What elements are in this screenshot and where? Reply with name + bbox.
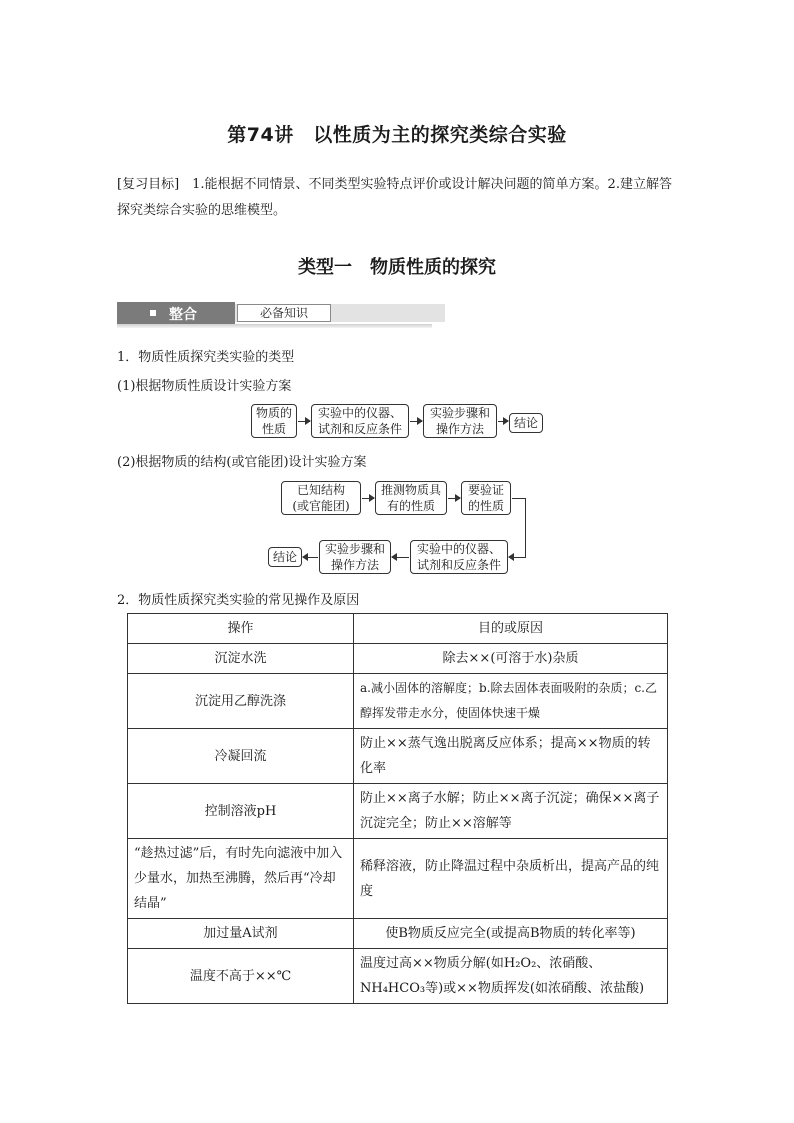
flow2-node-4: 实验中的仪器、 试剂和反应条件 (410, 540, 508, 574)
table-cell-operation: 冷凝回流 (128, 729, 354, 784)
flow2-node-2: 推测物质具 有的性质 (375, 481, 447, 515)
table-cell-operation: 温度不高于××℃ (128, 949, 354, 1004)
flow2-connector-vertical (525, 498, 526, 558)
flow2-arrow-2 (448, 498, 460, 499)
table-cell-reason: 除去××(可溶于水)杂质 (354, 644, 668, 674)
flow2-arrow-3 (509, 557, 526, 558)
operations-table (127, 613, 668, 1004)
flow1-node-4: 结论 (509, 413, 543, 433)
flow2-arrow-1 (362, 498, 374, 499)
flow2-node-3: 要验证 的性质 (461, 481, 511, 515)
flow1-arrow-1 (298, 421, 310, 422)
section-banner (117, 302, 432, 328)
table-row (128, 784, 668, 839)
review-goals-label: [复习目标] (117, 177, 180, 192)
part2-heading: 2．物质性质探究类实验的常见操作及原因 (117, 593, 360, 608)
table-row (128, 644, 668, 674)
table-row (128, 729, 668, 784)
flow2-connector-top (512, 498, 526, 499)
table-cell-operation: 控制溶液pH (128, 784, 354, 839)
review-goals-text: 1.能根据不同情景、不同类型实验特点评价或设计解决问题的简单方案。2.建立解答探究类综合实验的思维模型。 (117, 177, 672, 218)
banner-shadow (117, 324, 432, 328)
flow2-node-1: 已知结构 (或官能团) (281, 481, 361, 515)
banner-secondary (235, 304, 445, 322)
flow2-arrow-4 (392, 557, 409, 558)
square-bullet-icon (150, 310, 156, 316)
table-row (128, 839, 668, 919)
table-cell-operation: 沉淀用乙醇洗涤 (128, 674, 354, 729)
flow2-node-6: 结论 (268, 547, 302, 567)
table-cell-reason: 防止××离子水解；防止××离子沉淀；确保××离子沉淀完全；防止××溶解等 (354, 784, 668, 839)
table-cell-operation: 加过量A试剂 (128, 919, 354, 949)
table-header-row (128, 614, 668, 644)
table-row (128, 949, 668, 1004)
part1-sub2: (2)根据物质的结构(或官能团)设计实验方案 (117, 455, 367, 470)
flow1-arrow-3 (498, 421, 508, 422)
table-cell-operation: “趁热过滤”后，有时先向滤液中加入少量水，加热至沸腾，然后再“冷却结晶” (128, 839, 354, 919)
banner-primary (117, 302, 235, 324)
page-title: 第74讲 以性质为主的探究类综合实验 (227, 124, 567, 146)
review-goals (117, 172, 679, 224)
flow2-arrow-5 (303, 557, 318, 558)
table-cell-reason: 温度过高××物质分解(如H₂O₂、浓硝酸、NH₄HCO₃等)或××物质挥发(如浓硝酸、浓盐酸) (354, 949, 668, 1004)
section-title: 类型一 物质性质的探究 (298, 257, 496, 278)
banner-primary-label: 整合 (169, 307, 197, 323)
banner-secondary-label: 必备知识 (237, 304, 331, 322)
flow1-arrow-2 (410, 421, 422, 422)
table-row (128, 919, 668, 949)
flow1-node-2: 实验中的仪器、 试剂和反应条件 (311, 404, 409, 438)
part1-heading: 1．物质性质探究类实验的类型 (117, 350, 295, 365)
table-row (128, 674, 668, 729)
table-cell-reason: 稀释溶液，防止降温过程中杂质析出，提高产品的纯度 (354, 839, 668, 919)
table-cell-reason: 防止××蒸气逸出脱离反应体系；提高××物质的转化率 (354, 729, 668, 784)
flow1-node-3: 实验步骤和 操作方法 (423, 404, 497, 438)
table-cell-reason: a.减小固体的溶解度；b.除去固体表面吸附的杂质；c.乙醇挥发带走水分，使固体快速干燥 (354, 674, 668, 729)
table-header-operation: 操作 (128, 614, 354, 644)
flow2-node-5: 实验步骤和 操作方法 (319, 540, 391, 574)
part1-sub1: (1)根据物质性质设计实验方案 (117, 379, 292, 394)
table-header-reason: 目的或原因 (354, 614, 668, 644)
table-cell-operation: 沉淀水洗 (128, 644, 354, 674)
table-cell-reason: 使B物质反应完全(或提高B物质的转化率等) (354, 919, 668, 949)
flow1-node-1: 物质的 性质 (251, 404, 297, 438)
